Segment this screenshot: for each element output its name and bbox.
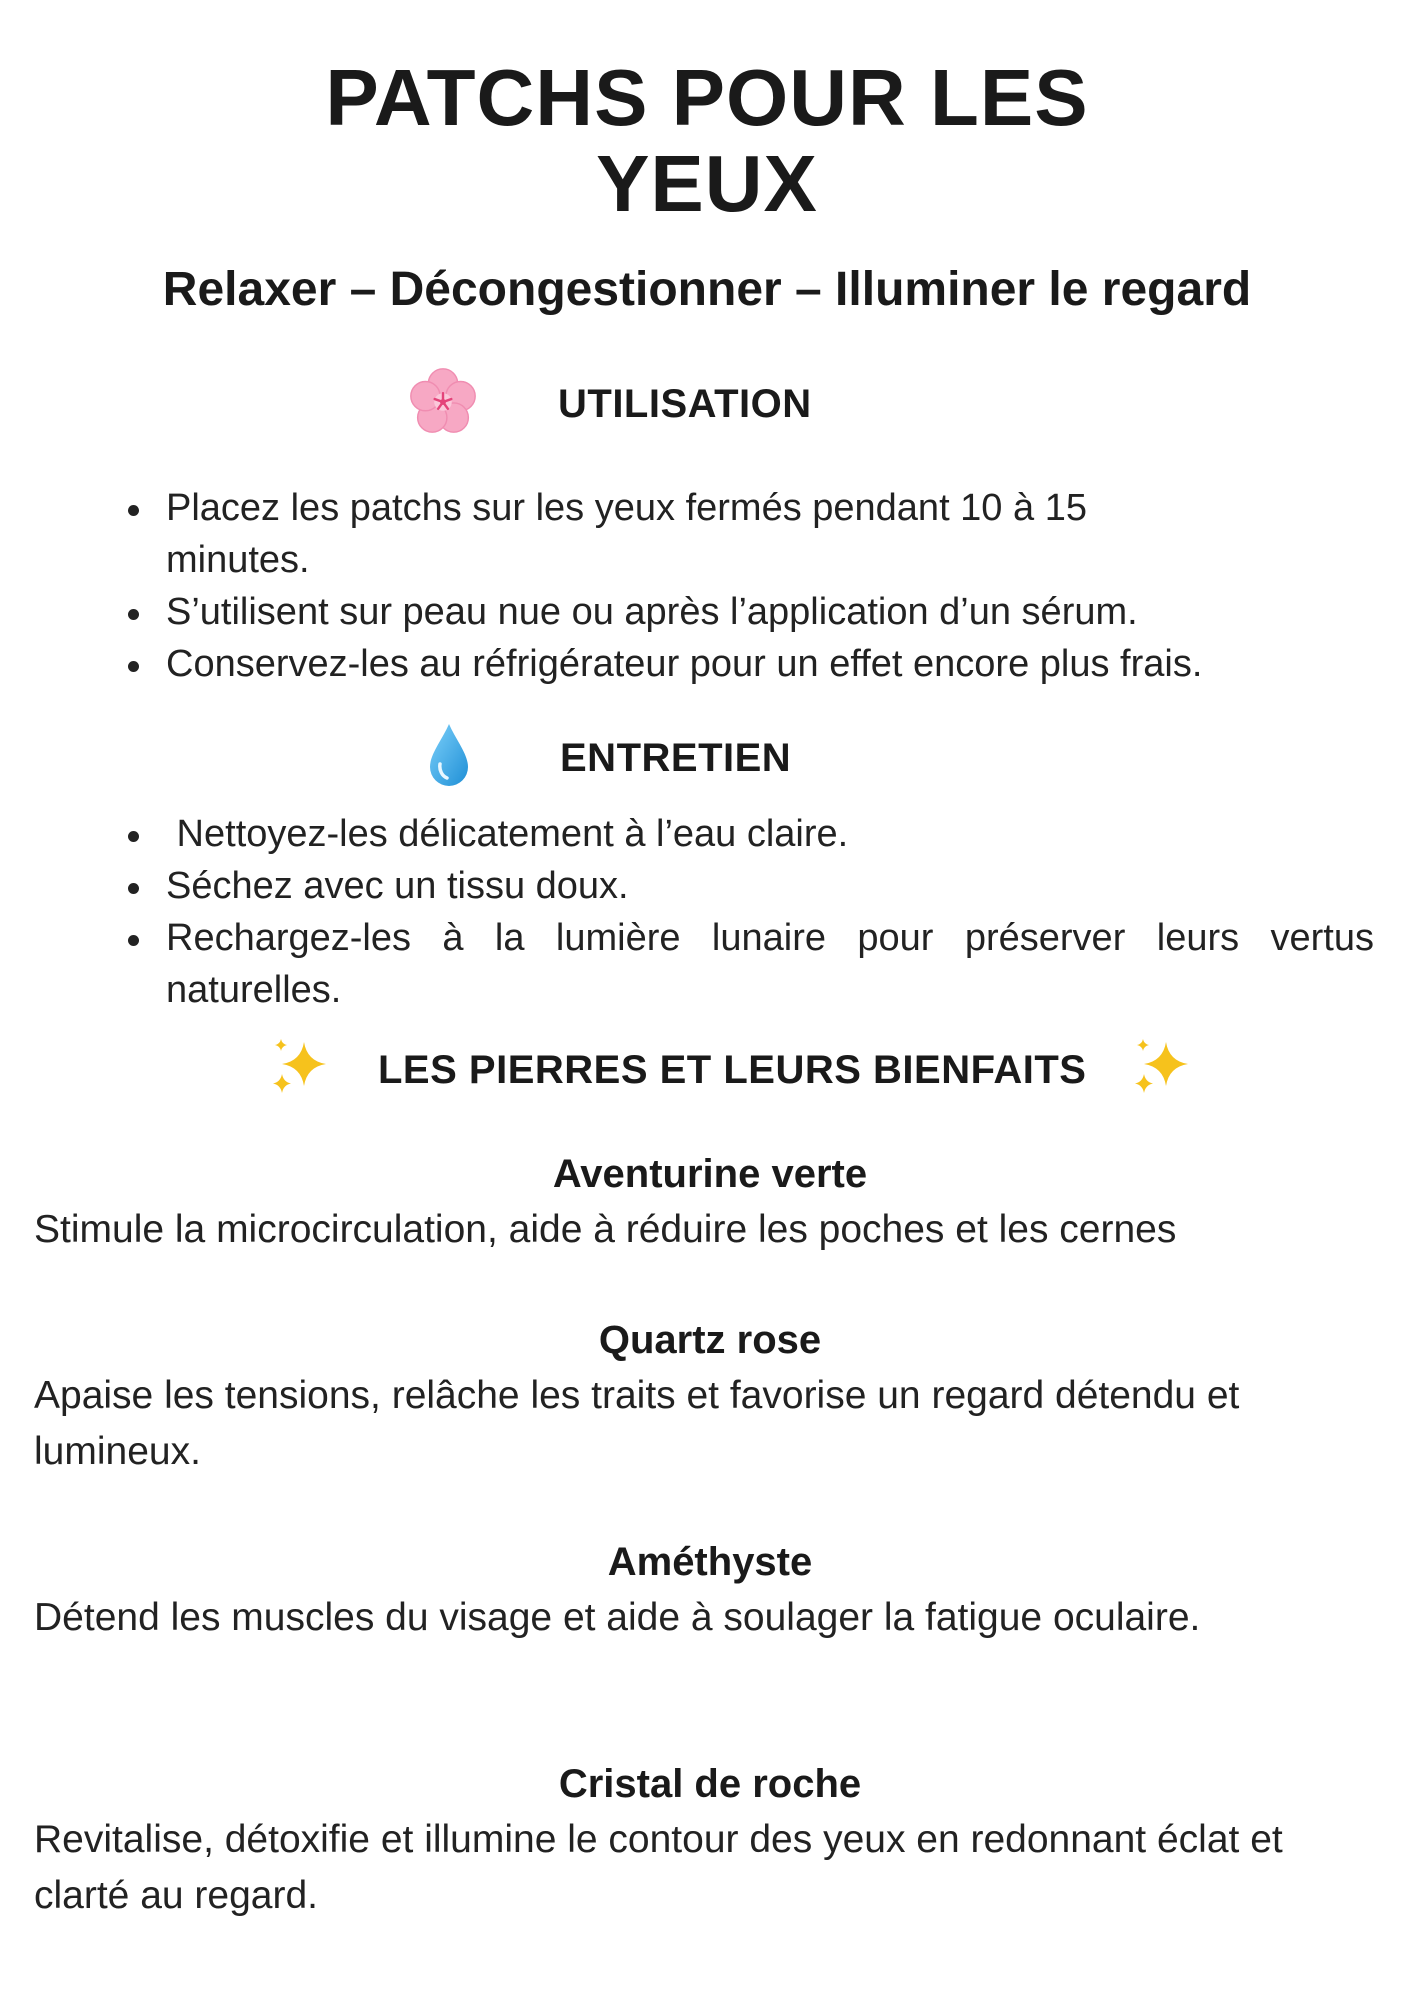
stone-description: Revitalise, détoxifie et illumine le contour des yeux en redonnant éclat et clarté au regard. — [34, 1818, 1283, 1917]
list-item: Séchez avec un tissu doux. — [0, 860, 1376, 912]
stone-cristal-de-roche — [34, 1758, 1394, 1924]
pierres-heading-label: LES PIERRES ET LEURS BIENFAITS — [378, 1047, 1087, 1092]
page-subtitle: Relaxer – Décongestionner – Illuminer le regard — [162, 263, 1252, 316]
stone-aventurine-verte — [34, 1148, 1394, 1258]
list-item: S’utilisent sur peau nue ou après l’application d’un sérum. — [0, 586, 1376, 638]
entretien-heading-label: ENTRETIEN — [560, 735, 792, 780]
page-title-line-1: PATCHS POUR LES — [325, 53, 1089, 142]
sparkles-icon — [1130, 1034, 1196, 1105]
utilisation-heading-label: UTILISATION — [558, 381, 812, 426]
stone-name: Quartz rose — [598, 1318, 822, 1362]
list-item: Placez les patchs sur les yeux fermés pendant 10 à 15 minutes. — [0, 482, 1176, 586]
stone-description: Détend les muscles du visage et aide à soulager la fatigue oculaire. — [34, 1596, 1201, 1639]
stone-name: Aventurine verte — [552, 1152, 868, 1196]
utilisation-list — [0, 482, 1376, 690]
stone-quartz-rose — [34, 1314, 1394, 1480]
entretien-list — [0, 808, 1376, 1016]
stone-name: Cristal de roche — [558, 1762, 862, 1806]
droplet-icon — [424, 720, 474, 795]
pierres-heading — [268, 1034, 1196, 1105]
sparkles-icon — [268, 1034, 334, 1105]
page-title — [0, 55, 1414, 227]
utilisation-heading — [404, 362, 812, 445]
stone-amethyste — [34, 1536, 1394, 1646]
page-title-line-2: YEUX — [596, 139, 818, 228]
stone-description: Apaise les tensions, relâche les traits et favorise un regard détendu et lumineux. — [34, 1374, 1240, 1473]
list-item: Conservez-les au réfrigérateur pour un effet encore plus frais. — [0, 638, 1376, 690]
list-item: Rechargez-les à la lumière lunaire pour préserver leurs vertus naturelles. — [0, 912, 1374, 1016]
list-item: Nettoyez-les délicatement à l’eau claire. — [0, 808, 1376, 860]
cherry-blossom-icon — [404, 362, 482, 445]
stone-name: Améthyste — [607, 1540, 813, 1584]
entretien-heading — [424, 720, 791, 795]
stone-description: Stimule la microcirculation, aide à réduire les poches et les cernes — [34, 1208, 1177, 1251]
